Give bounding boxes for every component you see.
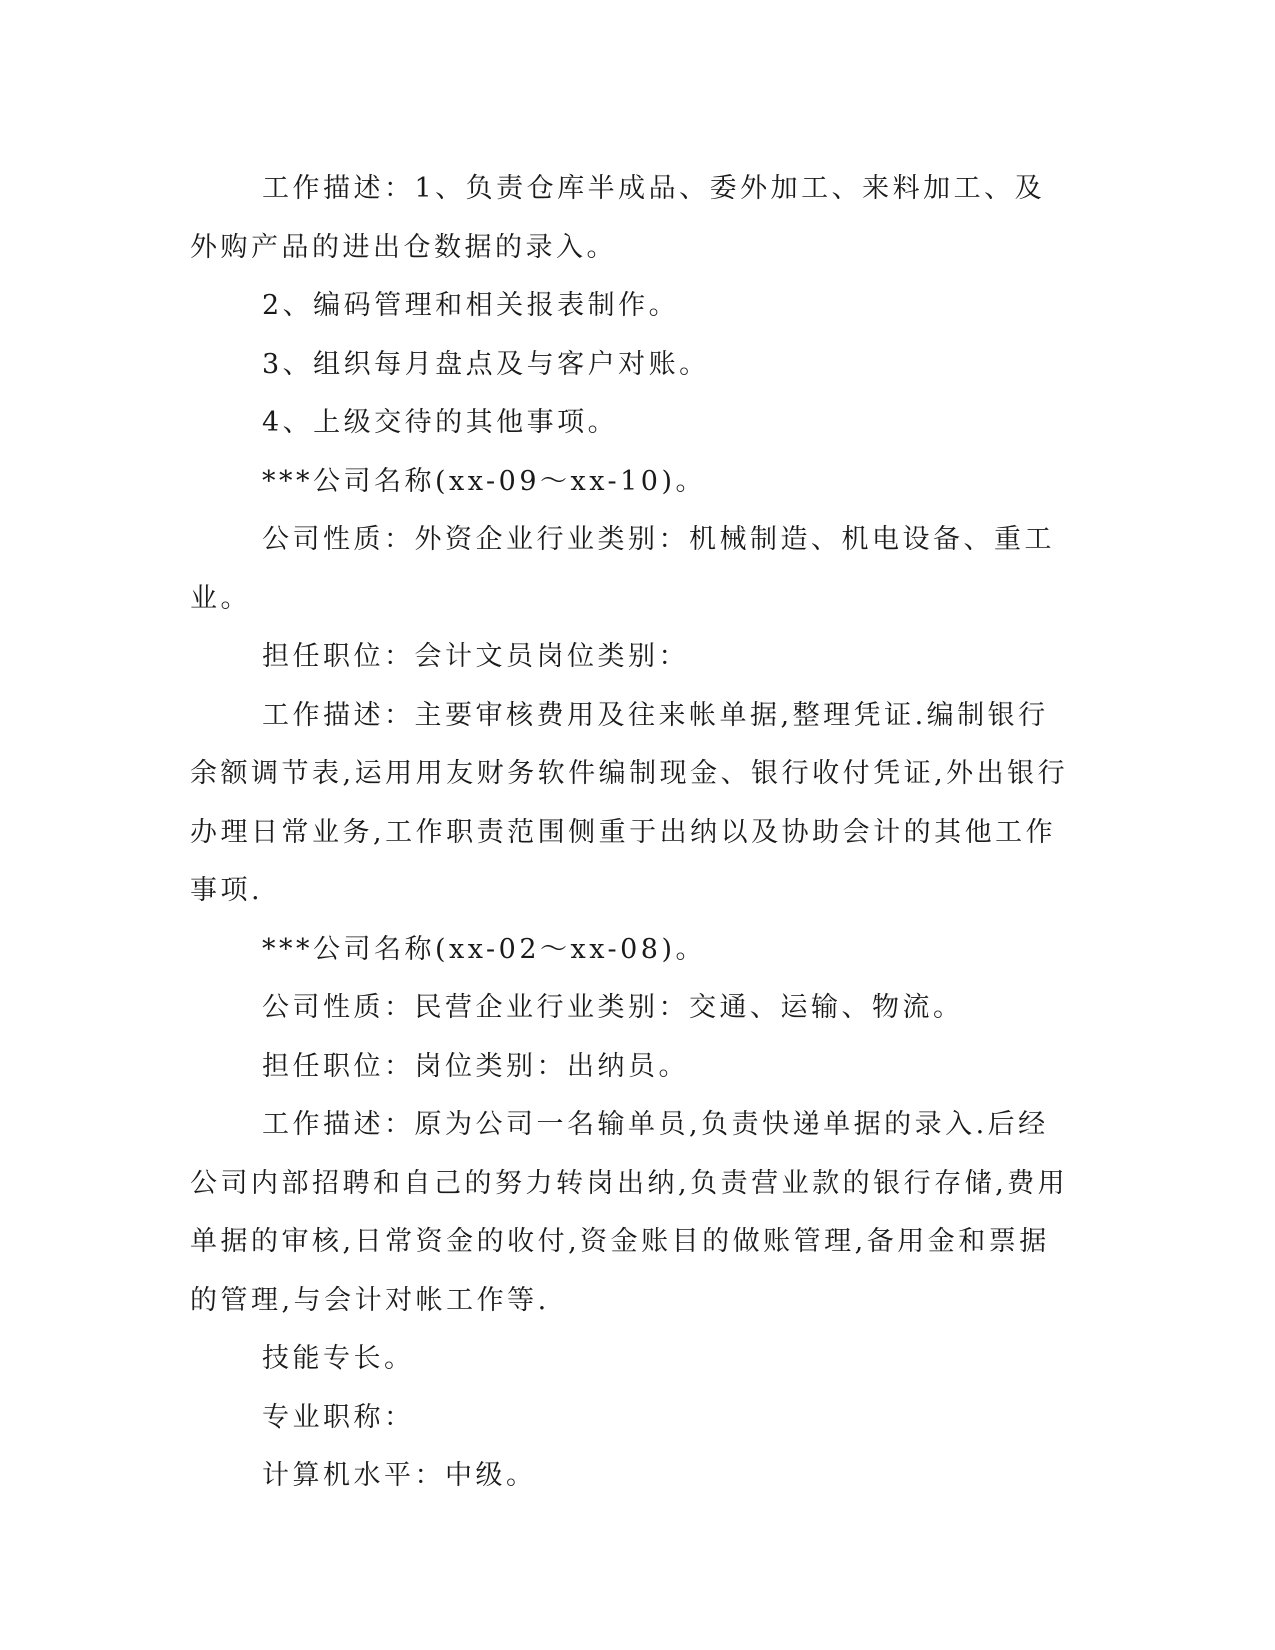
paragraph-job-description-3: 工作描述：原为公司一名输单员,负责快递单据的录入.后经公司内部招聘和自己的努力转岗出纳,负责营业款的银行存储,费用单据的审核,日常资金的收付,资金账目的做账管理,备用金和票据的管理,与会计对帐工作等. bbox=[190, 1109, 1069, 1316]
paragraph-skills-heading: 技能专长。 bbox=[262, 1343, 415, 1374]
paragraph-duty-3: 3、组织每月盘点及与客户对账。 bbox=[262, 348, 710, 380]
paragraph-company-name-2: ***公司名称(xx-02～xx-08)。 bbox=[262, 933, 706, 965]
paragraph-duty-4: 4、上级交待的其他事项。 bbox=[262, 407, 619, 438]
paragraph-company-nature-2: 公司性质：民营企业行业类别：交通、运输、物流。 bbox=[262, 992, 964, 1023]
paragraph-job-description-1: 工作描述：1、负责仓库半成品、委外加工、来料加工、及外购产品的进出仓数据的录入。 bbox=[190, 173, 1046, 263]
paragraph-computer-level: 计算机水平：中级。 bbox=[262, 1460, 537, 1491]
paragraph-duty-2: 2、编码管理和相关报表制作。 bbox=[262, 290, 680, 321]
paragraph-position-1: 担任职位：会计文员岗位类别： bbox=[262, 641, 689, 672]
paragraph-professional-title: 专业职称： bbox=[262, 1401, 415, 1433]
paragraph-company-nature-1: 公司性质：外资企业行业类别：机械制造、机电设备、重工业。 bbox=[190, 524, 1055, 614]
paragraph-company-name-1: ***公司名称(xx-09～xx-10)。 bbox=[262, 465, 706, 497]
document-body bbox=[190, 160, 1075, 1506]
paragraph-job-description-2: 工作描述：主要审核费用及往来帐单据,整理凭证.编制银行余额调节表,运用用友财务软件编制现金、银行收付凭证,外出银行办理日常业务,工作职责范围侧重于出纳以及协助会计的其他工作事项. bbox=[190, 699, 1069, 906]
paragraph-position-2: 担任职位：岗位类别：出纳员。 bbox=[262, 1050, 689, 1082]
